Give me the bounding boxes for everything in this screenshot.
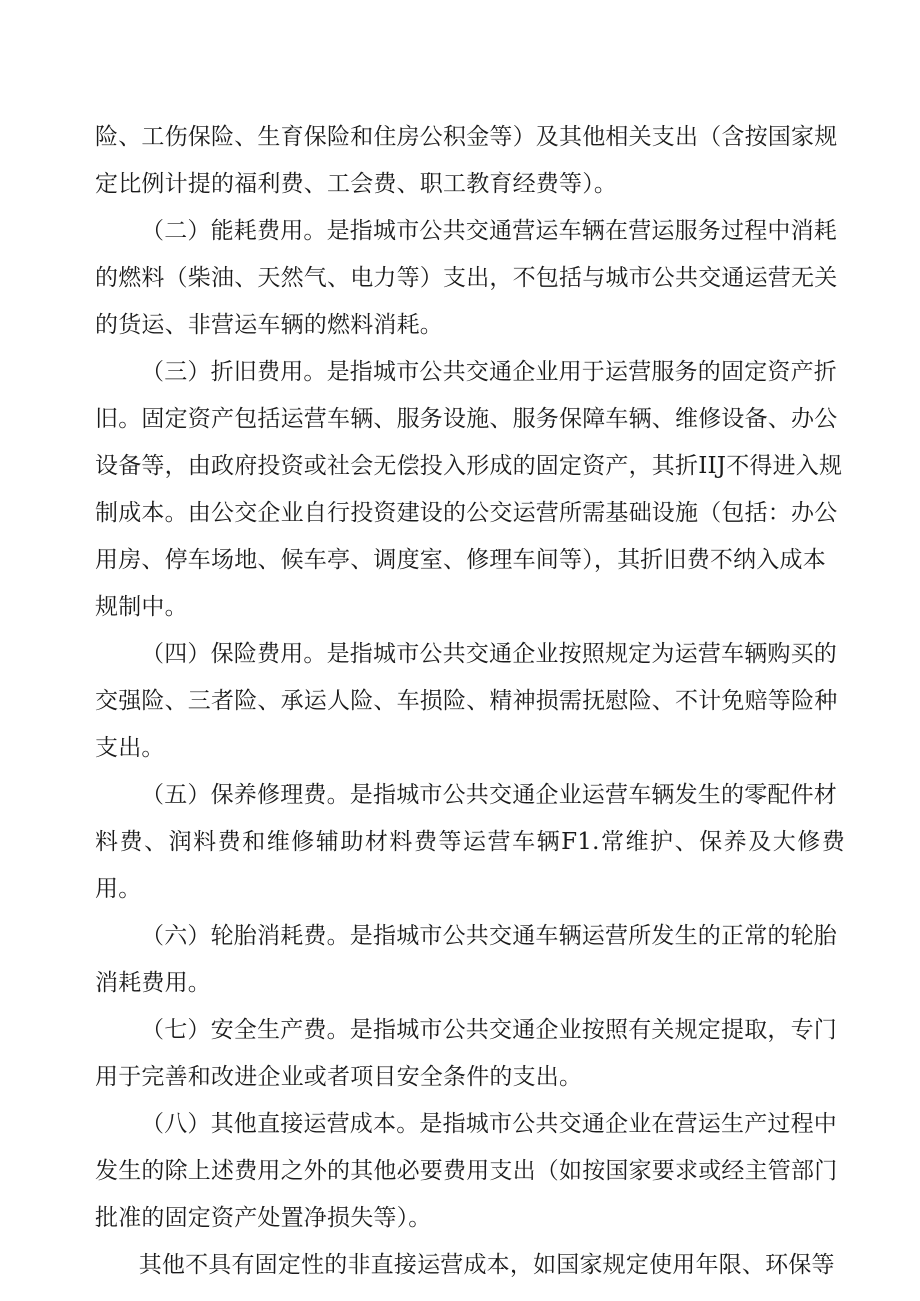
text-line: 的货运、非营运车辆的燃料消耗。 — [95, 312, 443, 338]
text-line: （四）保险费用。是指城市公共交通企业按照规定为运营车辆购买的 — [141, 641, 837, 667]
text-line: 设备等，由政府投资或社会无偿投入形成的固定资产，其折IIJ不得进入规 — [95, 453, 843, 479]
text-line: 制成本。由公交企业自行投资建设的公交运营所需基础设施（包括：办公 — [95, 500, 838, 526]
text-line: 其他不具有固定性的非直接运营成本，如国家规定使用年限、环保等 — [138, 1252, 835, 1278]
text-line: （七）安全生产费。是指城市公共交通企业按照有关规定提取，专门 — [141, 1017, 837, 1043]
text-line: 料费、润料费和维修辅助材料费等运营车辆F1.常维护、保养及大修费用。 — [95, 829, 845, 902]
text-line: 发生的除上述费用之外的其他必要费用支出（如按国家要求或经主管部门 — [95, 1158, 838, 1184]
text-line: 规制中。 — [95, 594, 188, 620]
text-line: 支出。 — [95, 735, 165, 761]
text-line: 旧。固定资产包括运营车辆、服务设施、服务保障车辆、维修设备、办公 — [95, 406, 838, 432]
paragraph-tire-cost — [95, 913, 845, 1007]
paragraph-insurance-cost — [95, 631, 845, 772]
text-line: （八）其他直接运营成本。是指城市公共交通企业在营运生产过程中 — [141, 1111, 837, 1137]
text-line: 险、工伤保险、生育保险和住房公积金等）及其他相关支出（含按国家规 — [95, 124, 838, 150]
paragraph-safety-cost — [95, 1007, 845, 1101]
text-line: 消耗费用。 — [95, 970, 211, 996]
paragraph-energy-cost — [95, 208, 845, 349]
text-line: （五）保养修理费。是指城市公共交通企业运营车辆发生的零配件材 — [141, 782, 837, 808]
paragraph-other-direct-cost — [95, 1101, 845, 1242]
text-line: 用房、停车场地、候车亭、调度室、修理车间等），其折旧费不纳入成本 — [95, 547, 826, 573]
paragraph-maintenance-cost — [95, 772, 845, 913]
text-line: 定比例计提的福利费、工会费、职工教育经费等）。 — [95, 171, 618, 197]
paragraph-depreciation-cost — [95, 349, 845, 631]
text-line: （六）轮胎消耗费。是指城市公共交通车辆运营所发生的正常的轮胎 — [141, 923, 837, 949]
document-body — [95, 114, 845, 1289]
text-line: 批准的固定资产处置净损失等）。 — [95, 1205, 432, 1231]
text-line: （三）折旧费用。是指城市公共交通企业用于运营服务的固定资产折 — [141, 359, 837, 385]
paragraph-non-direct-cost — [95, 1242, 845, 1289]
text-line: （二）能耗费用。是指城市公共交通营运车辆在营运服务过程中消耗 — [141, 218, 837, 244]
paragraph-continuation — [95, 114, 845, 208]
text-line: 的燃料（柴油、天然气、电力等）支出，不包括与城市公共交通运营无关 — [95, 265, 838, 291]
text-line: 交强险、三者险、承运人险、车损险、精神损需抚慰险、不计免赔等险种 — [95, 688, 838, 714]
text-line: 用于完善和改进企业或者项目安全条件的支出。 — [95, 1064, 583, 1090]
